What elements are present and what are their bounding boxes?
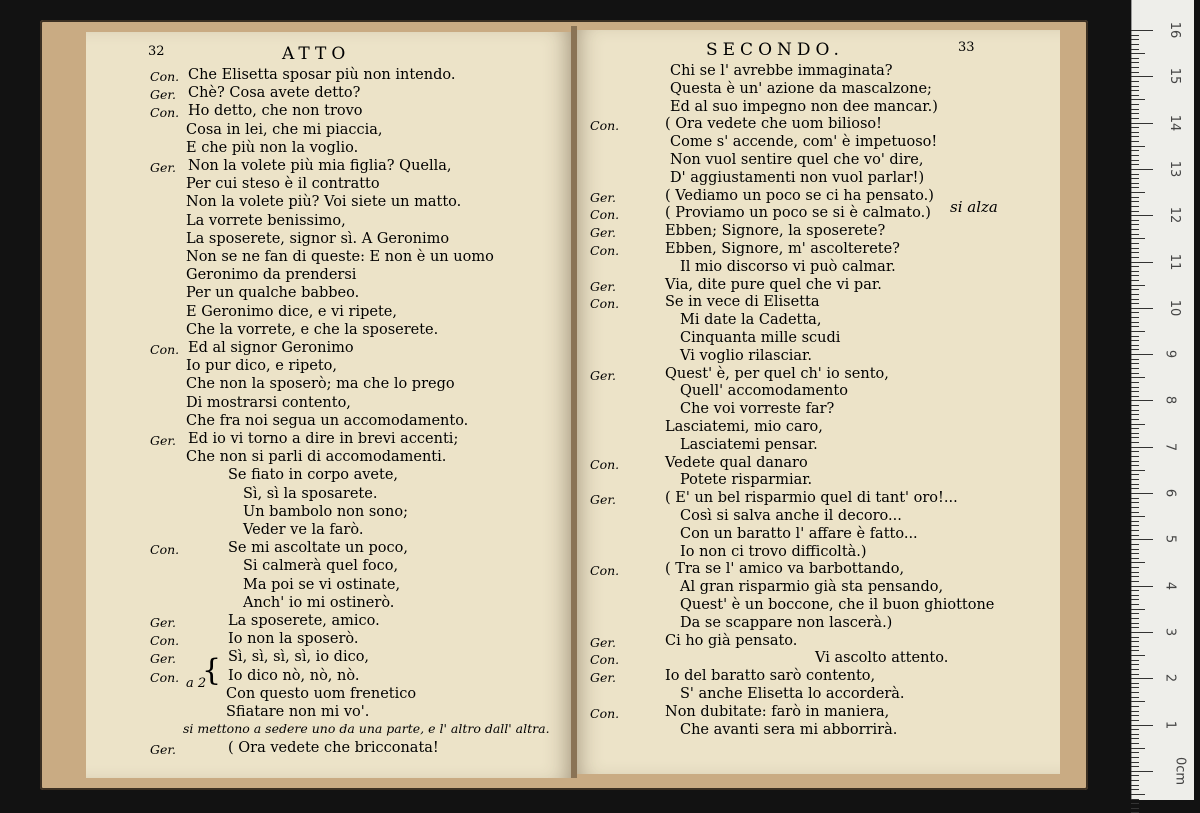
ruler-tick bbox=[1131, 757, 1139, 758]
ruler-tick bbox=[1131, 789, 1139, 790]
text-line: Al gran risparmio già sta pensando, bbox=[680, 579, 944, 596]
speaker-label: Ger. bbox=[590, 492, 616, 508]
text-line: Ed io vi torno a dire in brevi accenti; bbox=[188, 431, 459, 447]
ruler-tick bbox=[1131, 109, 1139, 110]
ruler-tick bbox=[1131, 359, 1139, 360]
ruler-tick bbox=[1131, 521, 1139, 522]
text-line: Ci ho già pensato. bbox=[665, 632, 798, 649]
ruler-tick bbox=[1131, 641, 1139, 642]
ruler-tick bbox=[1131, 525, 1139, 526]
text-line: Se fiato in corpo avete, bbox=[228, 467, 399, 484]
ruler-tick bbox=[1131, 674, 1139, 675]
text-line: Cosa in lei, che mi piaccia, bbox=[186, 121, 383, 138]
ruler-tick bbox=[1131, 803, 1139, 804]
ruler-tick bbox=[1131, 697, 1139, 698]
ruler-tick bbox=[1131, 567, 1139, 568]
ruler-tick bbox=[1131, 479, 1139, 480]
ruler-tick bbox=[1131, 62, 1139, 63]
ruler-tick bbox=[1131, 762, 1139, 763]
text-line: Che Elisetta sposar più non intendo. bbox=[188, 67, 456, 83]
ruler-tick bbox=[1131, 433, 1139, 434]
ruler-tick bbox=[1131, 808, 1139, 809]
ruler-tick bbox=[1131, 650, 1139, 651]
text-line: Mi date la Cadetta, bbox=[680, 312, 822, 329]
ruler-label: 13 bbox=[1166, 160, 1182, 178]
ruler-tick bbox=[1131, 678, 1153, 679]
ruler-tick bbox=[1131, 262, 1153, 263]
ruler-tick bbox=[1131, 498, 1139, 499]
ruler-tick bbox=[1131, 349, 1139, 350]
ruler-tick bbox=[1131, 169, 1153, 170]
text-line: E Geronimo dice, e vi ripete, bbox=[186, 303, 398, 320]
ruler-tick bbox=[1131, 530, 1139, 531]
ruler-tick bbox=[1131, 734, 1139, 735]
ruler-tick bbox=[1131, 211, 1139, 212]
speaker-label: Con. bbox=[150, 669, 180, 685]
ruler-tick bbox=[1131, 581, 1139, 582]
ruler-tick bbox=[1131, 141, 1139, 142]
text-line: Come s' accende, com' è impetuoso! bbox=[670, 134, 938, 151]
ruler-tick bbox=[1131, 257, 1139, 258]
ruler-tick bbox=[1131, 86, 1139, 87]
ruler-tick bbox=[1131, 67, 1139, 68]
speaker-label: Con. bbox=[590, 652, 620, 668]
speaker-label: Ger. bbox=[590, 225, 616, 241]
ruler-tick bbox=[1131, 738, 1139, 739]
ruler-tick bbox=[1131, 424, 1145, 425]
speaker-label: Ger. bbox=[150, 160, 176, 175]
ruler-label: 6 bbox=[1162, 488, 1178, 498]
text-line: Per un qualche babbeo. bbox=[186, 285, 360, 302]
ruler-tick bbox=[1131, 243, 1139, 244]
ruler-tick bbox=[1131, 35, 1139, 36]
text-line: Io dico nò, nò, nò. bbox=[228, 667, 360, 684]
ruler-tick bbox=[1131, 609, 1145, 610]
ruler-tick bbox=[1131, 174, 1139, 175]
duet-brace: { bbox=[202, 653, 222, 688]
ruler-label: 12 bbox=[1166, 206, 1182, 224]
left-page-number: 32 bbox=[148, 44, 165, 59]
ruler-tick bbox=[1131, 451, 1139, 452]
text-line: Quell' accomodamento bbox=[680, 383, 848, 400]
speaker-label: Ger. bbox=[150, 87, 176, 103]
ruler-tick bbox=[1131, 95, 1139, 96]
ruler-tick bbox=[1131, 123, 1153, 124]
ruler-label: 10 bbox=[1166, 299, 1182, 317]
right-running-head: SECONDO. bbox=[706, 40, 844, 60]
ruler-label: 1 bbox=[1162, 720, 1178, 729]
ruler-tick bbox=[1131, 53, 1145, 54]
ruler-tick bbox=[1131, 590, 1139, 591]
ruler-tick bbox=[1131, 238, 1145, 239]
ruler-label: 0cm bbox=[1172, 756, 1188, 785]
ruler-tick bbox=[1131, 387, 1139, 388]
text-line: E che più non la voglio. bbox=[186, 139, 359, 156]
ruler-tick bbox=[1131, 437, 1139, 438]
ruler-tick bbox=[1131, 104, 1139, 105]
ruler-tick bbox=[1131, 197, 1139, 198]
text-line: Che avanti sera mi abborrirà. bbox=[680, 721, 898, 738]
ruler-tick bbox=[1131, 470, 1145, 471]
text-line: Ebben; Signore, la sposerete? bbox=[665, 223, 886, 240]
ruler-tick bbox=[1131, 729, 1139, 730]
text-line: Vedete qual danaro bbox=[665, 454, 808, 471]
ruler-tick bbox=[1131, 544, 1139, 545]
speaker-label: Ger. bbox=[150, 433, 176, 448]
ruler-tick bbox=[1131, 30, 1153, 31]
ruler-tick bbox=[1131, 660, 1139, 661]
text-line: Ebben, Signore, m' ascolterete? bbox=[665, 241, 900, 257]
ruler-tick bbox=[1131, 215, 1153, 216]
text-line: Da se scappare non lascerà.) bbox=[680, 614, 893, 631]
ruler-tick bbox=[1131, 72, 1139, 73]
speaker-label: Con. bbox=[590, 118, 620, 134]
ruler-tick bbox=[1131, 289, 1139, 290]
ruler-tick bbox=[1131, 586, 1153, 587]
text-line: Io non ci trovo difficoltà.) bbox=[680, 543, 867, 560]
text-line: Ma poi se vi ostinate, bbox=[243, 576, 401, 593]
ruler-tick bbox=[1131, 248, 1139, 249]
ruler-tick bbox=[1131, 632, 1153, 633]
speaker-label: Con. bbox=[590, 296, 620, 312]
ruler-tick bbox=[1131, 99, 1145, 100]
text-line: Ed al signor Geronimo bbox=[188, 340, 354, 356]
ruler-label: 11 bbox=[1166, 253, 1182, 270]
text-line: Che la vorrete, e che la sposerete. bbox=[186, 321, 439, 338]
ruler-tick bbox=[1131, 331, 1145, 332]
ruler-tick bbox=[1131, 456, 1139, 457]
ruler-tick bbox=[1131, 725, 1153, 726]
speaker-label: Ger. bbox=[150, 615, 176, 630]
ruler-tick bbox=[1131, 363, 1139, 364]
ruler-tick bbox=[1131, 224, 1139, 225]
speaker-label: Con. bbox=[150, 342, 180, 357]
ruler-tick bbox=[1131, 90, 1139, 91]
ruler-tick bbox=[1131, 623, 1139, 624]
text-line: Con un baratto l' affare è fatto... bbox=[680, 525, 918, 542]
ruler-tick bbox=[1131, 354, 1153, 355]
ruler-tick bbox=[1131, 549, 1139, 550]
text-line: Io non la sposerò. bbox=[228, 631, 359, 648]
ruler-tick bbox=[1131, 516, 1145, 517]
ruler-tick bbox=[1131, 127, 1139, 128]
ruler-tick bbox=[1131, 132, 1139, 133]
text-line: Ed al suo impegno non dee mancar.) bbox=[670, 98, 938, 115]
ruler-tick bbox=[1131, 410, 1139, 411]
text-line: Quest' è un boccone, che il buon ghiottone bbox=[680, 597, 995, 613]
speaker-label: Con. bbox=[150, 542, 180, 558]
ruler-tick bbox=[1131, 39, 1139, 40]
text-line: Vi ascolto attento. bbox=[815, 650, 949, 667]
text-line: Io del baratto sarò contento, bbox=[665, 668, 876, 685]
text-line: Vi voglio rilasciar. bbox=[680, 347, 812, 364]
speaker-label: Con. bbox=[590, 207, 620, 223]
ruler-tick bbox=[1131, 484, 1139, 485]
text-line: Il mio discorso vi può calmar. bbox=[680, 258, 896, 275]
text-line: ( Proviamo un poco se si è calmato.) bbox=[665, 205, 931, 222]
ruler-tick bbox=[1131, 229, 1139, 230]
handwritten-note: si alza bbox=[950, 198, 998, 216]
text-line: Sì, sì la sposarete. bbox=[243, 485, 378, 502]
ruler-tick bbox=[1131, 771, 1153, 772]
ruler-tick bbox=[1131, 201, 1139, 202]
ruler-label: 8 bbox=[1162, 396, 1178, 405]
ruler-tick bbox=[1131, 720, 1139, 721]
text-line: Lasciatemi pensar. bbox=[680, 436, 818, 453]
ruler-tick bbox=[1131, 465, 1139, 466]
text-line: ( Ora vedete che bricconata! bbox=[228, 740, 439, 757]
speaker-label: Con. bbox=[590, 563, 620, 579]
ruler-tick bbox=[1131, 160, 1139, 161]
text-line: Non dubitate: farò in maniera, bbox=[665, 703, 890, 720]
ruler-label: 15 bbox=[1166, 68, 1182, 85]
text-line: Un bambolo non sono; bbox=[243, 503, 408, 520]
ruler-tick bbox=[1131, 461, 1139, 462]
ruler-tick bbox=[1131, 664, 1139, 665]
ruler-tick bbox=[1131, 368, 1139, 369]
ruler-tick bbox=[1131, 447, 1153, 448]
text-line: Per cui steso è il contratto bbox=[186, 176, 380, 193]
text-line: Che non si parli di accomodamenti. bbox=[186, 449, 447, 466]
ruler-tick bbox=[1131, 637, 1139, 638]
ruler-tick bbox=[1131, 220, 1139, 221]
text-line: Che non la sposerò; ma che lo prego bbox=[186, 376, 455, 393]
text-line: Chè? Cosa avete detto? bbox=[188, 85, 361, 102]
text-line: Si calmerà quel foco, bbox=[243, 558, 399, 575]
ruler-tick bbox=[1131, 206, 1139, 207]
ruler-tick bbox=[1131, 599, 1139, 600]
ruler-tick bbox=[1131, 442, 1139, 443]
text-line: Non se ne fan di queste: E non è un uomo bbox=[186, 249, 494, 265]
speaker-label: Ger. bbox=[590, 189, 616, 205]
ruler-tick bbox=[1131, 382, 1139, 383]
ruler-tick bbox=[1131, 49, 1139, 50]
text-line: Di mostrarsi contento, bbox=[186, 394, 351, 411]
text-line: Ho detto, che non trovo bbox=[188, 103, 363, 120]
ruler-tick bbox=[1131, 271, 1139, 272]
text-line: Questa è un' azione da mascalzone; bbox=[670, 80, 932, 97]
ruler-tick bbox=[1131, 572, 1139, 573]
text-line: Potete risparmiar. bbox=[680, 472, 813, 489]
speaker-label: Ger. bbox=[590, 670, 616, 686]
ruler-label: 2 bbox=[1162, 674, 1178, 683]
ruler-label: 9 bbox=[1162, 349, 1178, 359]
ruler-tick bbox=[1131, 312, 1139, 313]
text-line: La sposerete, signor sì. A Geronimo bbox=[186, 230, 450, 247]
ruler-tick bbox=[1131, 512, 1139, 513]
text-line: si mettono a sedere uno da una parte, e l' altro dall' altra. bbox=[183, 721, 550, 737]
ruler-tick bbox=[1131, 766, 1139, 767]
ruler-label: 14 bbox=[1166, 114, 1182, 131]
ruler-tick bbox=[1131, 405, 1139, 406]
speaker-label: Con. bbox=[150, 633, 180, 649]
ruler-tick bbox=[1131, 400, 1153, 401]
ruler-tick bbox=[1131, 81, 1139, 82]
speaker-label: Con. bbox=[590, 243, 620, 258]
ruler-tick bbox=[1131, 299, 1139, 300]
ruler-tick bbox=[1131, 150, 1139, 151]
ruler-label: 3 bbox=[1162, 627, 1178, 637]
text-line: Sfiatare non mi vo'. bbox=[226, 704, 370, 720]
text-line: Che fra noi segua un accomodamento. bbox=[186, 412, 469, 429]
text-line: S' anche Elisetta lo accorderà. bbox=[680, 686, 905, 702]
ruler-tick bbox=[1131, 558, 1139, 559]
text-line: Non la volete più mia figlia? Quella, bbox=[188, 158, 452, 174]
speaker-label: Ger. bbox=[150, 651, 176, 667]
ruler-tick bbox=[1131, 715, 1139, 716]
ruler-tick bbox=[1131, 308, 1153, 309]
text-line: ( Vediamo un poco se ci ha pensato.) bbox=[665, 187, 934, 204]
text-line: Veder ve la farò. bbox=[243, 522, 364, 538]
ruler-tick bbox=[1131, 743, 1139, 744]
ruler-tick bbox=[1131, 780, 1139, 781]
ruler-tick bbox=[1131, 562, 1145, 563]
text-line: Via, dite pure quel che vi par. bbox=[665, 276, 882, 293]
text-line: Se in vece di Elisetta bbox=[665, 294, 820, 311]
ruler-tick bbox=[1131, 507, 1139, 508]
ruler-tick bbox=[1131, 502, 1139, 503]
ruler-tick bbox=[1131, 336, 1139, 337]
ruler-tick bbox=[1131, 275, 1139, 276]
ruler-tick bbox=[1131, 687, 1139, 688]
ruler-tick bbox=[1131, 539, 1153, 540]
ruler-tick bbox=[1131, 155, 1139, 156]
ruler-tick bbox=[1131, 377, 1145, 378]
text-line: Lasciatemi, mio caro, bbox=[665, 419, 823, 435]
ruler-label: 7 bbox=[1162, 442, 1178, 451]
text-line: Geronimo da prendersi bbox=[186, 267, 357, 284]
text-line: Così si salva anche il decoro... bbox=[680, 508, 902, 524]
text-line: Che voi vorreste far? bbox=[680, 401, 835, 418]
ruler-tick bbox=[1131, 618, 1139, 619]
ruler-tick bbox=[1131, 553, 1139, 554]
text-line: Io pur dico, e ripeto, bbox=[186, 358, 338, 375]
ruler-tick bbox=[1131, 234, 1139, 235]
ruler-tick bbox=[1131, 428, 1139, 429]
ruler-tick bbox=[1131, 345, 1139, 346]
ruler-tick bbox=[1131, 76, 1153, 77]
ruler-tick bbox=[1131, 183, 1139, 184]
ruler-tick bbox=[1131, 280, 1139, 281]
ruler-label: 5 bbox=[1162, 535, 1178, 544]
ruler-tick bbox=[1131, 187, 1139, 188]
text-line: ( E' un bel risparmio quel di tant' oro!... bbox=[665, 490, 958, 507]
ruler-tick bbox=[1131, 326, 1139, 327]
ruler-label: 16 bbox=[1166, 21, 1182, 39]
text-line: Non la volete più? Voi siete un matto. bbox=[186, 194, 462, 211]
text-line: Se mi ascoltate un poco, bbox=[228, 540, 408, 557]
ruler-tick bbox=[1131, 303, 1139, 304]
ruler-tick bbox=[1131, 391, 1139, 392]
text-line: La sposerete, amico. bbox=[228, 613, 380, 629]
ruler-tick bbox=[1131, 595, 1139, 596]
ruler-tick bbox=[1131, 785, 1139, 786]
text-line: D' aggiustamenti non vuol parlar!) bbox=[670, 169, 925, 186]
ruler-tick bbox=[1131, 775, 1139, 776]
ruler-tick bbox=[1131, 701, 1145, 702]
text-line: La vorrete benissimo, bbox=[186, 212, 346, 229]
ruler-tick bbox=[1131, 113, 1139, 114]
left-running-head: ATTO bbox=[282, 44, 351, 64]
text-line: ( Ora vedete che uom bilioso! bbox=[665, 116, 882, 133]
ruler-tick bbox=[1131, 474, 1139, 475]
right-page-number: 33 bbox=[958, 40, 975, 55]
text-line: Cinquanta mille scudi bbox=[680, 330, 841, 346]
speaker-label: Ger. bbox=[590, 278, 616, 294]
ruler-tick bbox=[1131, 604, 1139, 605]
ruler-tick bbox=[1131, 340, 1139, 341]
speaker-label: Con. bbox=[150, 69, 180, 84]
ruler-tick bbox=[1131, 136, 1139, 137]
ruler-tick bbox=[1131, 748, 1145, 749]
ruler-label: 4 bbox=[1162, 581, 1178, 590]
ruler-tick bbox=[1131, 322, 1139, 323]
text-line: ( Tra se l' amico va barbottando, bbox=[665, 561, 905, 578]
book-gutter bbox=[571, 26, 577, 778]
text-line: Quest' è, per quel ch' io sento, bbox=[665, 365, 889, 382]
ruler-tick bbox=[1131, 178, 1139, 179]
ruler-tick bbox=[1131, 192, 1145, 193]
ruler-tick bbox=[1131, 373, 1139, 374]
ruler-tick bbox=[1131, 627, 1139, 628]
ruler-tick bbox=[1131, 146, 1145, 147]
ruler-tick bbox=[1131, 285, 1145, 286]
ruler-tick bbox=[1131, 164, 1139, 165]
ruler-tick bbox=[1131, 711, 1139, 712]
ruler-tick bbox=[1131, 118, 1139, 119]
ruler-tick bbox=[1131, 706, 1139, 707]
ruler-tick bbox=[1131, 294, 1139, 295]
ruler-tick bbox=[1131, 44, 1139, 45]
ruler-tick bbox=[1131, 266, 1139, 267]
ruler-tick bbox=[1131, 493, 1153, 494]
ruler-tick bbox=[1131, 419, 1139, 420]
ruler-tick bbox=[1131, 317, 1139, 318]
text-line: Sì, sì, sì, sì, io dico, bbox=[228, 649, 370, 666]
ruler-tick bbox=[1131, 252, 1139, 253]
ruler-tick bbox=[1131, 655, 1145, 656]
ruler-tick bbox=[1131, 535, 1139, 536]
text-line: Anch' io mi ostinerò. bbox=[243, 594, 395, 611]
ruler-tick bbox=[1131, 752, 1139, 753]
speaker-label: Ger. bbox=[590, 367, 616, 383]
ruler-tick bbox=[1131, 794, 1145, 795]
ruler-tick bbox=[1131, 58, 1139, 59]
speaker-label: Ger. bbox=[590, 634, 616, 650]
text-line: Con questo uom frenetico bbox=[226, 685, 417, 702]
a2-marker: a 2 bbox=[186, 676, 207, 691]
speaker-label: Con. bbox=[590, 705, 620, 721]
ruler-tick bbox=[1131, 488, 1139, 489]
ruler-tick bbox=[1131, 613, 1139, 614]
ruler-tick bbox=[1131, 414, 1139, 415]
ruler-tick bbox=[1131, 799, 1139, 800]
speaker-label: Con. bbox=[590, 456, 620, 472]
text-line: Non vuol sentire quel che vo' dire, bbox=[670, 152, 924, 168]
speaker-label: Ger. bbox=[150, 742, 176, 758]
text-line: Chi se l' avrebbe immaginata? bbox=[670, 63, 893, 79]
ruler-tick bbox=[1131, 396, 1139, 397]
ruler-tick bbox=[1131, 576, 1139, 577]
ruler-tick bbox=[1131, 692, 1139, 693]
ruler-tick bbox=[1131, 646, 1139, 647]
ruler-tick bbox=[1131, 683, 1139, 684]
ruler-tick bbox=[1131, 669, 1139, 670]
speaker-label: Con. bbox=[150, 105, 180, 121]
